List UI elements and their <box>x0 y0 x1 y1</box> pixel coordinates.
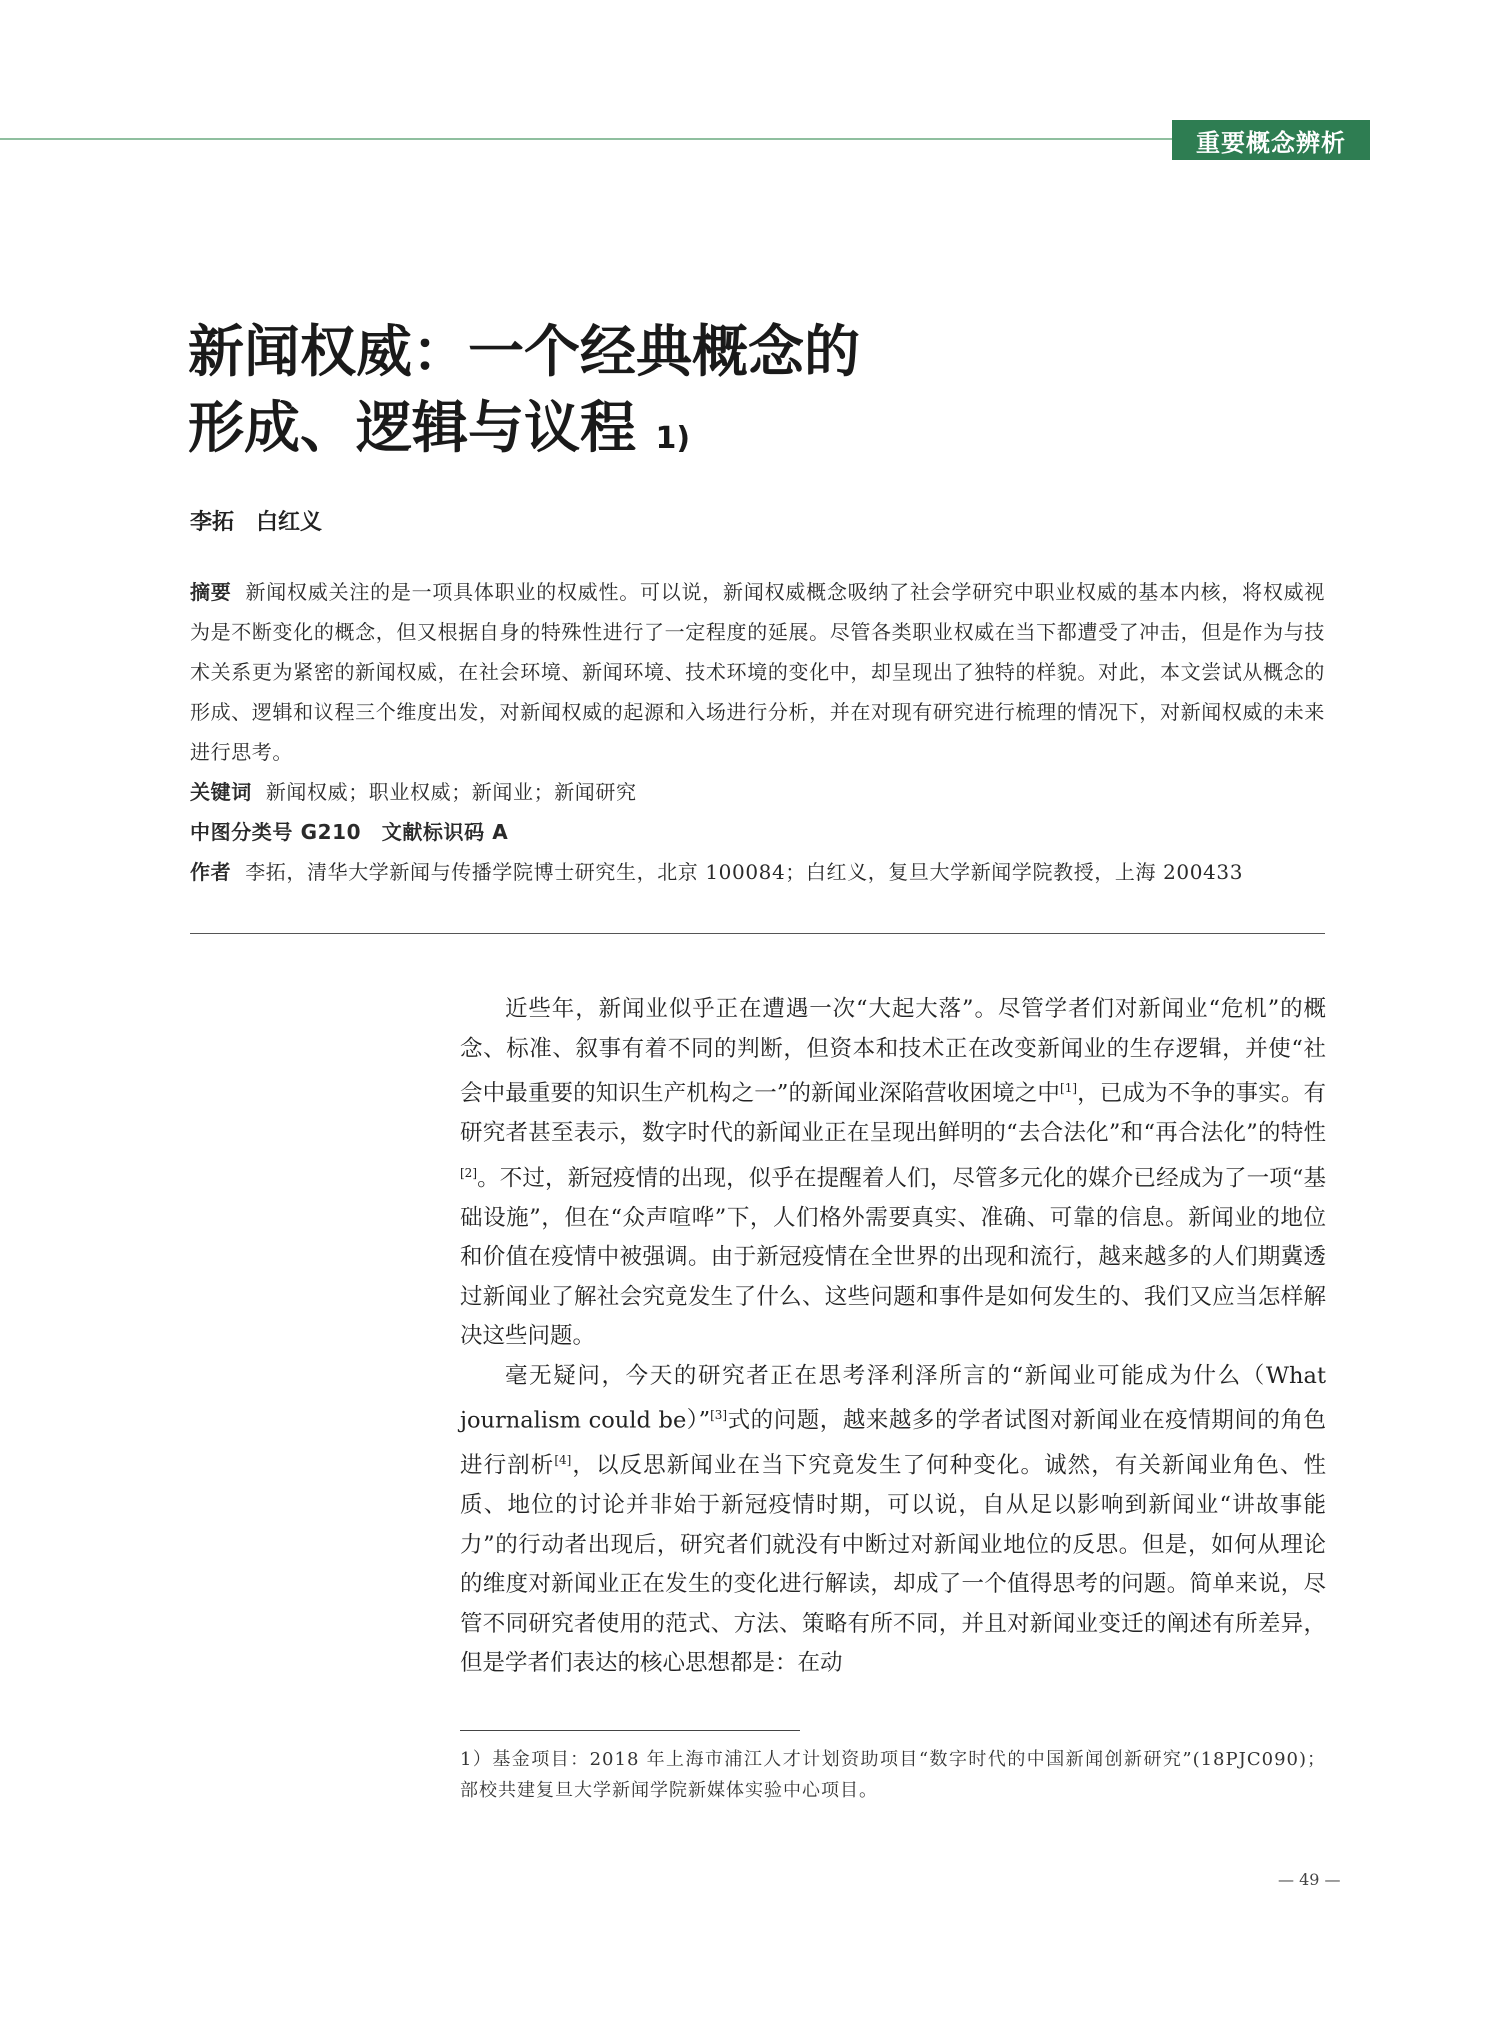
abstract-label: 摘要 <box>190 580 232 604</box>
body-text-segment: 。不过，新冠疫情的出现，似乎在提醒着人们，尽管多元化的媒介已经成为了一项“基础设施”，但在“众声喧哗”下，人们格外需要真实、准确、可靠的信息。新闻业的地位和价值在疫情中被强调。由于新冠疫情在全世界的出现和流行，越来越多的人们期冀透过新闻业了解社会究竟发生了什么、这些问题和事件是如何发生的、我们又应当怎样解决这些问题。 <box>460 1165 1326 1349</box>
author-info <box>190 852 1325 892</box>
metadata-divider <box>190 933 1325 934</box>
citation-marker: [3] <box>710 1408 728 1422</box>
body-paragraph <box>460 990 1326 1357</box>
body-paragraph <box>460 1357 1326 1684</box>
body-text-segment: 毫无疑问，今天的研究者正在思考泽利泽所言的“新闻业可能成为什么（What journalism could be）” <box>460 1362 1326 1434</box>
header-rule <box>0 138 1172 140</box>
citation-marker: [2] <box>460 1165 477 1180</box>
keywords-text: 新闻权威；职业权威；新闻业；新闻研究 <box>265 780 637 804</box>
footnote-divider <box>460 1730 800 1731</box>
abstract <box>190 572 1325 772</box>
citation-marker: [4] <box>554 1453 572 1467</box>
page-number: — 49 — <box>1278 1870 1341 1889</box>
classification-text: 中图分类号 G210 文献标识码 A <box>190 820 509 844</box>
body-text-segment: ，以反思新闻业在当下究竟发生了何种变化。诚然，有关新闻业角色、性质、地位的讨论并非始于新冠疫情时期，可以说，自从足以影响到新闻业“讲故事能力”的行动者出现后，研究者们就没有中断过对新闻业地位的反思。但是，如何从理论的维度对新闻业正在发生的变化进行解读，却成了一个值得思考的问题。简单来说，尽管不同研究者使用的范式、方法、策略有所不同，并且对新闻业变迁的阐述有所差异，但是学者们表达的核心思想都是：在动 <box>460 1452 1326 1676</box>
abstract-text: 新闻权威关注的是一项具体职业的权威性。可以说，新闻权威概念吸纳了社会学研究中职业权威的基本内核，将权威视为是不断变化的概念，但又根据自身的特殊性进行了一定程度的延展。尽管各类职业权威在当下都遭受了冲击，但是作为与技术关系更为紧密的新闻权威，在社会环境、新闻环境、技术环境的变化中，却呈现出了独特的样貌。对此，本文尝试从概念的形成、逻辑和议程三个维度出发，对新闻权威的起源和入场进行分析，并在对现有研究进行梳理的情况下，对新闻权威的未来进行思考。 <box>190 580 1325 764</box>
classification <box>190 812 1325 852</box>
keywords <box>190 772 1325 812</box>
article-metadata <box>190 572 1325 892</box>
body-text-segment: ，已成为不争的事实。有研究者甚至表示，数字时代的新闻业正在呈现出鲜明的“去合法化”和“再合法化”的特性 <box>460 1080 1326 1146</box>
title-line-1: 新闻权威：一个经典概念的 <box>188 320 860 385</box>
article-body <box>460 990 1326 1684</box>
keywords-label: 关键词 <box>190 780 252 804</box>
author-info-label: 作者 <box>190 860 232 884</box>
author-names: 李拓 白红义 <box>190 510 323 535</box>
body-text-segment: 式的问题，越来越多的学者试图对新闻业在疫情期间的角色进行剖析 <box>460 1407 1326 1479</box>
article-title <box>188 315 1088 467</box>
title-line-2: 形成、逻辑与议程 <box>188 396 636 461</box>
author-info-text: 李拓，清华大学新闻与传播学院博士研究生，北京 100084；白红义，复旦大学新闻学院教授，上海 200433 <box>245 860 1244 884</box>
section-label: 重要概念辨析 <box>1172 120 1370 160</box>
title-footnote-marker: 1) <box>655 421 691 456</box>
footnote: 1）基金项目：2018 年上海市浦江人才计划资助项目“数字时代的中国新闻创新研究”(18PJC090)；部校共建复旦大学新闻学院新媒体实验中心项目。 <box>460 1749 1326 1801</box>
body-text-segment: 近些年，新闻业似乎正在遭遇一次“大起大落”。尽管学者们对新闻业“危机”的概念、标准、叙事有着不同的判断，但资本和技术正在改变新闻业的生存逻辑，并使“社会中最重要的知识生产机构之一”的新闻业深陷营收困境之中 <box>460 996 1326 1107</box>
citation-marker: [1] <box>1060 1081 1078 1095</box>
